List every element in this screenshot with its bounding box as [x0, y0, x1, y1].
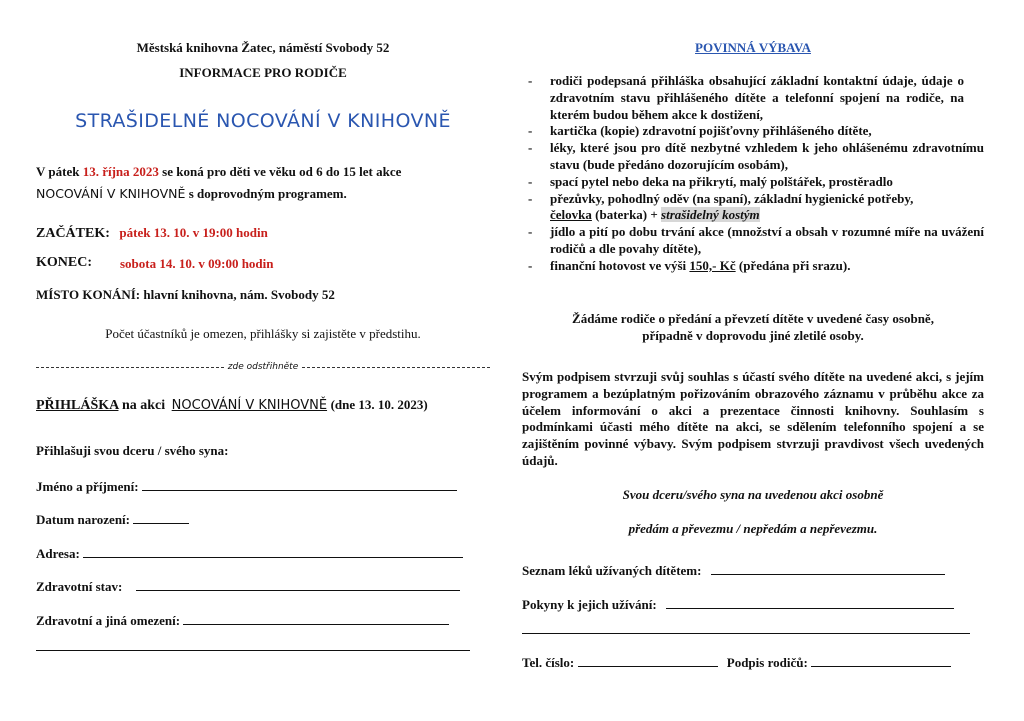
headlamp-text: čelovka [550, 207, 592, 223]
instructions-field[interactable] [522, 596, 954, 613]
signature-label: Podpis rodičů: [726, 655, 808, 670]
list-item: - jídlo a pití po dobu trvání akce (množství a obsah v rozumné míře na uvážení rodičů a dle povahy dítěte), [522, 224, 984, 258]
enroll-text: Přihlašuji svou dceru / svého syna: [36, 443, 229, 458]
intro-text-2: se koná pro děti ve věku od 6 do 15 let akce [162, 164, 402, 179]
list-item: - kartička (kopie) zdravotní pojišťovny přihlášeného dítěte, [522, 123, 984, 140]
start-value: pátek 13. 10. v 19:00 hodin [119, 225, 268, 240]
cash-text: finanční hotovost ve výši [550, 257, 687, 273]
address-field[interactable] [36, 545, 463, 562]
cut-dashes-right [302, 367, 490, 368]
flashlight-text: (baterka) + [595, 207, 658, 223]
list-item: - spací pytel nebo deka na přikrytí, malý polštářek, prostěradlo [522, 174, 984, 191]
limits-input-line[interactable] [183, 612, 449, 625]
instructions-label: Pokyny k jejich užívání: [522, 597, 657, 612]
pickup-line-1: Svou dceru/svého syna na uvedenou akci osobně [622, 487, 884, 502]
list-item: - rodiči podepsaná přihláška obsahující základní kontaktní údaje, údaje o zdravotním stavu přihlášeného dítěte a telefonní spojení na rodiče, na kterém budou během akce k dostižení, [522, 73, 984, 123]
name-input-line[interactable] [142, 478, 457, 491]
capacity-note: Počet účastníků je omezen, přihlášky si zajistěte v předstihu. [105, 326, 421, 341]
equipment-list [522, 73, 984, 275]
form-title-event-prefix: na akci [121, 398, 166, 413]
cut-line-label: zde odstřihněte [227, 362, 299, 372]
end-row [36, 255, 274, 271]
list-item [522, 191, 984, 225]
cash-amount: 150,- Kč [689, 257, 736, 273]
pickup-line-2[interactable]: předám a převezmu / nepředám a nepřevezmu. [628, 521, 878, 536]
intro-text-1: V pátek [36, 164, 80, 179]
meds-field[interactable] [522, 562, 945, 579]
address-label: Adresa: [36, 546, 80, 561]
venue: MÍSTO KONÁNÍ: hlavní knihovna, nám. Svobody 52 [36, 287, 335, 302]
limits-extra-line[interactable] [36, 650, 470, 651]
instructions-input-line[interactable] [666, 596, 954, 609]
birth-label: Datum narození: [36, 512, 131, 527]
end-value: sobota 14. 10. v 09:00 hodin [120, 256, 274, 271]
meds-input-line[interactable] [711, 562, 945, 575]
form-title-application: PŘIHLÁŠKA [36, 398, 119, 413]
phone-input-line[interactable] [578, 654, 718, 667]
intro-date: 13. října 2023 [82, 164, 159, 179]
birth-input-line[interactable] [133, 511, 189, 524]
form-title [36, 397, 428, 414]
start-row [36, 225, 268, 242]
list-item [522, 258, 984, 275]
signature-input-line[interactable] [811, 654, 951, 667]
handover-request: Žádáme rodiče o předání a převzetí dítěte v uvedené časy osobně, případně v doprovodu jiné zletilé osoby. [572, 311, 934, 343]
instructions-extra-line[interactable] [522, 633, 970, 634]
hygiene-text: přezůvky, pohodlný oděv (na spaní), základní hygienické potřeby, [550, 190, 914, 206]
cut-line [36, 362, 490, 372]
library-line: Městská knihovna Žatec, náměstí Svobody 52 [136, 40, 390, 55]
cash-note: (předána při srazu). [738, 257, 851, 273]
form-title-event: NOCOVÁNÍ V KNIHOVNĚ [171, 398, 328, 413]
limits-field[interactable] [36, 612, 449, 629]
start-label: ZAČÁTEK: [36, 226, 110, 241]
health-field[interactable] [36, 578, 460, 595]
equipment-heading: POVINNÁ VÝBAVA [695, 40, 811, 55]
info-heading: INFORMACE PRO RODIČE [179, 65, 347, 80]
cut-dashes-left [36, 367, 224, 368]
form-title-date: (dne 13. 10. 2023) [330, 397, 428, 412]
name-label: Jméno a příjmení: [36, 479, 139, 494]
health-label: Zdravotní stav: [36, 579, 123, 594]
name-field[interactable] [36, 478, 457, 495]
meds-label: Seznam léků užívaných dítětem: [522, 563, 702, 578]
limits-label: Zdravotní a jiná omezení: [36, 613, 181, 628]
event-title: STRAŠIDELNÉ NOCOVÁNÍ V KNIHOVNĚ [75, 110, 451, 132]
intro-paragraph [36, 161, 490, 205]
end-label: KONEC: [36, 255, 92, 270]
birth-field[interactable] [36, 511, 189, 528]
health-input-line[interactable] [136, 578, 460, 591]
list-item: - léky, které jsou pro dítě nezbytné vzhledem k jeho ohlášenému zdravotnímu stavu (bude předáno dozorujícím osobám), [522, 140, 984, 174]
costume-text: strašidelný kostým [661, 207, 760, 223]
consent-paragraph: Svým podpisem stvrzuji svůj souhlas s účastí svého dítěte na uvedené akci, s jejím programem a bezúplatným pořizováním obrazového záznamu v průběhu akce za účelem informování o akci a prezentace činnosti knihovny. Souhlasím s podmínkami účasti mého dítěte na akci, se sdělením telefonního spojení a se zajištěním povinné výbavy. Svým podpisem stvrzuji pravdivost všech uvedených údajů. [522, 369, 984, 468]
phone-label: Tel. číslo: [522, 655, 575, 670]
intro-event-name: NOCOVÁNÍ V KNIHOVNĚ [36, 186, 186, 201]
intro-text-3: s doprovodným programem. [188, 186, 347, 201]
address-input-line[interactable] [83, 545, 463, 558]
phone-signature-row[interactable] [522, 654, 951, 671]
